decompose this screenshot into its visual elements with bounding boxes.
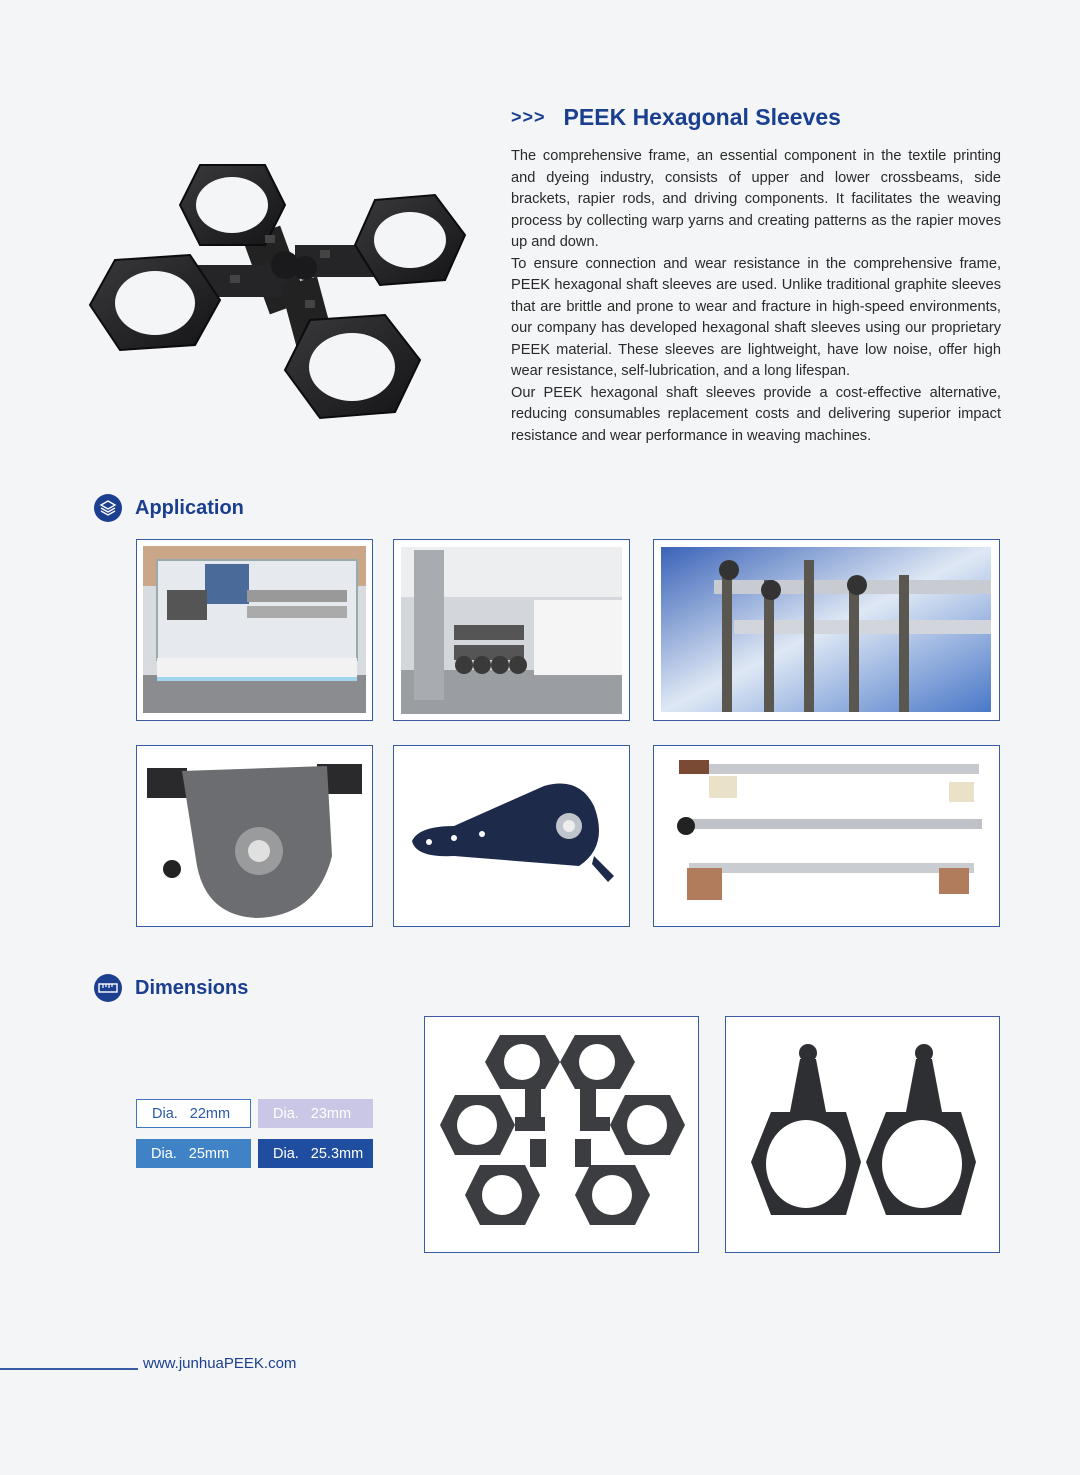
dimension-size: 23mm: [310, 1105, 352, 1122]
dimension-dia-label: Dia.: [152, 1105, 178, 1122]
dimension-size: 25.3mm: [310, 1145, 364, 1162]
title-row: [511, 104, 841, 131]
ruler-icon: [94, 974, 122, 1002]
description-paragraph-3: Our PEEK hexagonal shaft sleeves provide a cost-effective alternative, reducing consumables replacement costs and delivering superior impact resistance and wear performance in weaving machines.: [511, 384, 1001, 444]
page-title: PEEK Hexagonal Sleeves: [563, 104, 841, 130]
application-photo-beams: [653, 745, 1000, 927]
application-title: Application: [135, 496, 244, 519]
dimension-tag-22mm: [136, 1099, 251, 1128]
description-paragraph-1: The comprehensive frame, an essential component in the textile printing and dyeing industry, consists of upper and lower crossbeams, side brackets, rapier rods, and driving components. It facilitates the weaving process by collecting warp yarns and creating patterns as the rapier moves up and down.: [511, 148, 1001, 250]
dimensions-photo-ring-set: [424, 1016, 699, 1253]
footer-divider: [0, 1368, 138, 1370]
application-photo-arm: [393, 745, 630, 927]
dimension-tag-25mm: [136, 1139, 251, 1168]
layers-icon: [94, 494, 122, 522]
dimension-size: 22mm: [189, 1105, 231, 1122]
dimension-tag-25-3mm: [258, 1139, 373, 1168]
dimension-tag-23mm: [258, 1099, 373, 1128]
application-photo-bracket: [136, 745, 373, 927]
footer-website-link[interactable]: www.junhuaPEEK.com: [143, 1355, 297, 1372]
dimensions-header: [94, 974, 248, 1002]
dimensions-photo-ring-pair: [725, 1016, 1000, 1253]
application-photo-closeup: [393, 539, 630, 721]
hero-product-image: [80, 150, 500, 450]
dimension-dia-label: Dia.: [273, 1105, 299, 1122]
dimension-size: 25mm: [188, 1145, 230, 1162]
dimension-dia-label: Dia.: [151, 1145, 177, 1162]
description: [511, 146, 1001, 447]
application-photo-rods: [653, 539, 1000, 721]
description-paragraph-2: To ensure connection and wear resistance in the comprehensive frame, PEEK hexagonal shaft sleeves are used. Unlike traditional graphite sleeves that are brittle and prone to wear and fracture in high-speed environments, our company has developed hexagonal shaft sleeves using our proprietary PEEK material. These sleeves are lightweight, have low noise, offer high wear resistance, self-lubrication, and a long lifespan.: [511, 255, 1001, 379]
application-photo-machine: [136, 539, 373, 721]
dimensions-title: Dimensions: [135, 976, 249, 999]
dimension-dia-label: Dia.: [273, 1145, 299, 1162]
application-header: [94, 494, 244, 522]
title-chevrons: >>>: [511, 107, 546, 127]
